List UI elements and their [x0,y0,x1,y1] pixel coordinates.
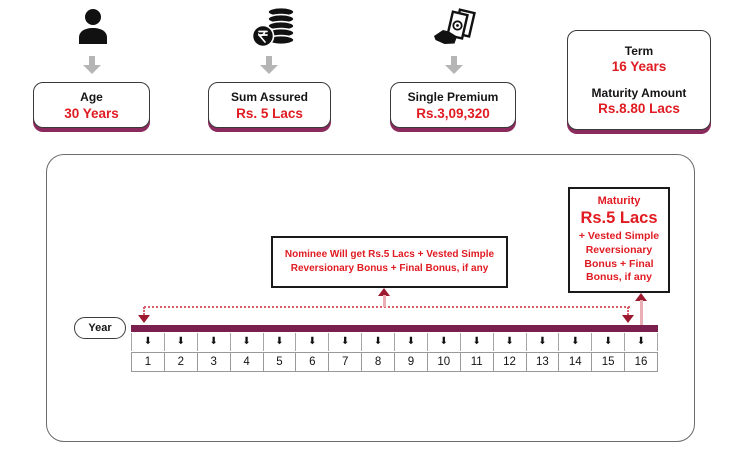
down-arrow-icon: ⬇ [603,336,613,347]
age-value: 30 Years [64,105,119,121]
maturity-note-title: Maturity [597,195,641,208]
year-number-cell: 14 [558,352,592,372]
year-number-cell: 9 [394,352,428,372]
year-number-cell: 2 [164,352,198,372]
year-number-cell: 11 [460,352,494,372]
year-arrow-cell [328,333,361,351]
down-arrow-icon: ⬇ [538,336,547,347]
dotted-connector-line [144,306,630,308]
year-number-cell: 1 [131,352,165,372]
year-number-cell: 5 [263,352,297,372]
age-label: Age [80,89,103,104]
left-down-arrowhead-icon [138,315,150,323]
year-number-cell: 15 [591,352,625,372]
year-number-cell: 8 [361,352,395,372]
maturity-note-detail: + Vested Simple Reversionary Bonus + Final Bonus, if any [578,230,660,284]
year-number-cell: 16 [624,352,658,372]
year-number-cell: 13 [526,352,560,372]
year-number-cell: 12 [493,352,527,372]
right-down-arrowhead-icon [622,315,634,323]
term-label: Term [624,44,654,58]
maturity-amount-label: Maturity Amount [591,86,687,100]
year-number-cell: 7 [328,352,362,372]
single-premium-label: Single Premium [407,89,499,104]
year-arrow-cell [164,333,197,351]
nominee-note-box [271,236,508,288]
year-arrow-cell [558,333,591,351]
benefit-timeline-panel [46,154,695,442]
nominee-note-text: Nominee Will get Rs.5 Lacs + Vested Simple Reversionary Bonus + Final Bonus, if any [284,249,495,274]
year-arrow-cell [131,333,164,351]
year-number-cell: 3 [197,352,231,372]
maturity-note-box [568,187,670,293]
year-arrow-row [131,333,658,351]
age-card [33,82,150,128]
dotted-connector-right-drop [627,307,629,315]
down-arrow-icon [83,56,101,74]
year-arrow-cell [427,333,460,351]
year-arrow-cell [460,333,493,351]
year-pill-label: Year [74,317,126,339]
sum-assured-card [208,82,331,128]
down-arrow-icon: ⬇ [373,336,383,347]
down-arrow-icon: ⬇ [242,336,251,347]
sum-assured-label: Sum Assured [231,89,308,104]
year-number-row [131,352,658,372]
year-arrow-cell [263,333,296,351]
down-arrow-icon: ⬇ [505,336,514,347]
down-arrow-icon: ⬇ [340,336,350,347]
rupee-coins-icon [252,6,296,52]
nominee-arrow-stem [383,295,386,307]
year-arrow-cell [624,333,658,351]
down-arrow-icon: ⬇ [143,336,153,347]
down-arrow-icon [445,56,463,74]
year-number-cell: 4 [230,352,264,372]
down-arrow-icon: ⬇ [176,336,185,347]
down-arrow-icon: ⬇ [308,336,317,347]
year-arrow-cell [591,333,624,351]
down-arrow-icon: ⬇ [571,336,580,347]
single-premium-value: Rs.3,09,320 [416,105,490,121]
year-number-cell: 10 [427,352,461,372]
year-arrow-cell [230,333,263,351]
down-arrow-icon: ⬇ [636,336,646,347]
year-arrow-cell [526,333,559,351]
down-arrow-icon [260,56,278,74]
dotted-connector-left-drop [143,307,145,315]
year-arrow-cell [295,333,328,351]
year-arrow-cell [394,333,427,351]
term-value: 16 Years [611,59,667,74]
term-maturity-card [567,30,711,130]
single-premium-card [390,82,516,128]
down-arrow-icon: ⬇ [209,336,218,347]
year-number-cell: 6 [295,352,329,372]
down-arrow-icon: ⬇ [275,336,284,347]
maturity-note-amount: Rs.5 Lacs [580,209,658,228]
down-arrow-icon: ⬇ [472,336,481,347]
sum-assured-value: Rs. 5 Lacs [236,105,303,121]
person-icon [75,8,111,50]
maturity-arrow-stem [640,300,643,326]
year-arrow-cell [493,333,526,351]
timeline-bar [131,325,658,332]
year-arrow-cell [197,333,230,351]
down-arrow-icon: ⬇ [406,336,416,347]
maturity-amount-value: Rs.8.80 Lacs [598,101,680,116]
year-arrow-cell [361,333,394,351]
down-arrow-icon: ⬇ [439,336,448,347]
hand-money-icon [432,8,478,54]
